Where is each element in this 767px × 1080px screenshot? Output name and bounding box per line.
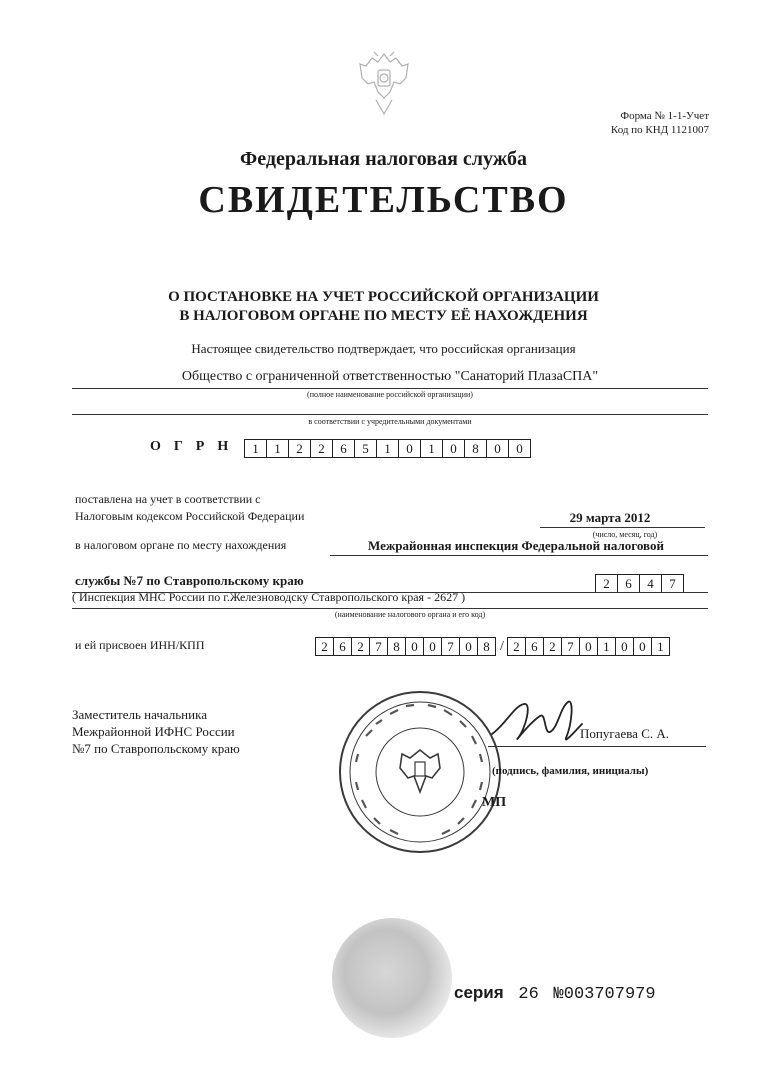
ogrn-digit-boxes (245, 439, 531, 458)
authority-note: ( Инспекция МНС России по г.Железноводску Ставропольского края - 2627 ) (72, 590, 466, 604)
inn-digit: 6 (333, 637, 352, 656)
authority-code-digit: 7 (661, 574, 684, 593)
emblem-watermark (352, 48, 416, 120)
authority-code-digit: 2 (595, 574, 618, 593)
authority-label: в налоговом органе по месту нахождения (75, 538, 287, 552)
basis-line-2: Налоговым кодексом Российской Федерации (75, 509, 305, 523)
ogrn-digit: 1 (266, 439, 289, 458)
divider (540, 527, 705, 528)
inn-kpp-separator: / (500, 638, 504, 654)
position-line-1: Заместитель начальника (72, 707, 207, 722)
mp-mark: МП (482, 795, 507, 810)
inn-digit: 7 (369, 637, 388, 656)
date-caption: (число, месяц, год) (592, 530, 658, 539)
kpp-digit: 2 (543, 637, 562, 656)
inn-digit: 8 (477, 637, 496, 656)
kpp-digit: 7 (561, 637, 580, 656)
series-label: серия (454, 983, 504, 1002)
document-title: СВИДЕТЕЛЬСТВО (198, 179, 569, 221)
agency-name: Федеральная налоговая служба (240, 148, 527, 170)
ogrn-digit: 0 (398, 439, 421, 458)
inn-digit: 8 (387, 637, 406, 656)
knd-code: Код по КНД 1121007 (610, 124, 709, 136)
authority-code-digit: 4 (639, 574, 662, 593)
form-info (611, 109, 709, 137)
hologram-seal (332, 918, 452, 1038)
kpp-digit-boxes (508, 637, 670, 656)
authority-caption: (наименование налогового органа и его код) (334, 610, 486, 619)
kpp-digit: 0 (615, 637, 634, 656)
ogrn-label: ОГРН (150, 439, 242, 454)
inn-digit: 2 (315, 637, 334, 656)
position-line-2: Межрайонной ИФНС России (72, 724, 235, 739)
ogrn-digit: 6 (332, 439, 355, 458)
ogrn-digit: 0 (486, 439, 509, 458)
position-line-3: №7 по Ставропольскому краю (72, 741, 240, 756)
inn-digit: 2 (351, 637, 370, 656)
signer-caption: (подпись, фамилия, инициалы) (492, 765, 649, 777)
inn-digit: 0 (405, 637, 424, 656)
form-number: Форма № 1-1-Учет (620, 110, 709, 122)
divider (72, 414, 708, 415)
ogrn-digit: 2 (310, 439, 333, 458)
kpp-digit: 1 (597, 637, 616, 656)
ogrn-digit: 1 (376, 439, 399, 458)
inn-digit: 7 (441, 637, 460, 656)
inn-kpp-label: и ей присвоен ИНН/КПП (75, 638, 205, 652)
organization-name: Общество с ограниченной ответственностью "Санаторий ПлазаСПА" (181, 369, 599, 384)
kpp-digit: 1 (651, 637, 670, 656)
signer-position (72, 706, 240, 757)
divider (488, 746, 706, 747)
authority-code-boxes (596, 574, 684, 593)
divider (72, 388, 708, 389)
inn-digit: 0 (459, 637, 478, 656)
series-number (454, 983, 656, 1004)
divider (330, 555, 708, 556)
ogrn-digit: 8 (464, 439, 487, 458)
org-name-caption: (полное наименование российской организации) (307, 390, 473, 399)
handwritten-signature (488, 694, 584, 750)
subtitle-line-1: О ПОСТАНОВКЕ НА УЧЕТ РОССИЙСКОЙ ОРГАНИЗАЦИИ (168, 289, 599, 305)
official-stamp (336, 688, 507, 856)
inn-digit-boxes (316, 637, 496, 656)
ogrn-digit: 1 (244, 439, 267, 458)
authority-name-part-1: Межрайонная инспекция Федеральной налоговой (368, 538, 664, 553)
divider (72, 608, 708, 609)
signer-name: Попугаева С. А. (580, 726, 670, 741)
ogrn-digit: 5 (354, 439, 377, 458)
docs-caption: в соответствии с учредительными документами (308, 417, 472, 426)
blank-number: №003707979 (553, 985, 656, 1004)
confirm-text: Настоящее свидетельство подтверждает, что российская организация (191, 341, 576, 356)
ogrn-digit: 2 (288, 439, 311, 458)
subtitle-line-2: В НАЛОГОВОМ ОРГАНЕ ПО МЕСТУ ЕЁ НАХОЖДЕНИЯ (179, 308, 588, 324)
ogrn-digit: 0 (508, 439, 531, 458)
document-subtitle (0, 288, 767, 326)
basis-line-1: поставлена на учет в соответствии с (75, 492, 261, 506)
kpp-digit: 0 (633, 637, 652, 656)
authority-name-part-2: службы №7 по Ставропольскому краю (75, 573, 304, 588)
ogrn-digit: 1 (420, 439, 443, 458)
inn-digit: 0 (423, 637, 442, 656)
kpp-digit: 6 (525, 637, 544, 656)
series-value: 26 (518, 985, 539, 1004)
authority-code-digit: 6 (617, 574, 640, 593)
kpp-digit: 0 (579, 637, 598, 656)
inn-kpp-values (316, 637, 670, 656)
kpp-digit: 2 (507, 637, 526, 656)
ogrn-digit: 0 (442, 439, 465, 458)
registration-date: 29 марта 2012 (569, 510, 651, 525)
